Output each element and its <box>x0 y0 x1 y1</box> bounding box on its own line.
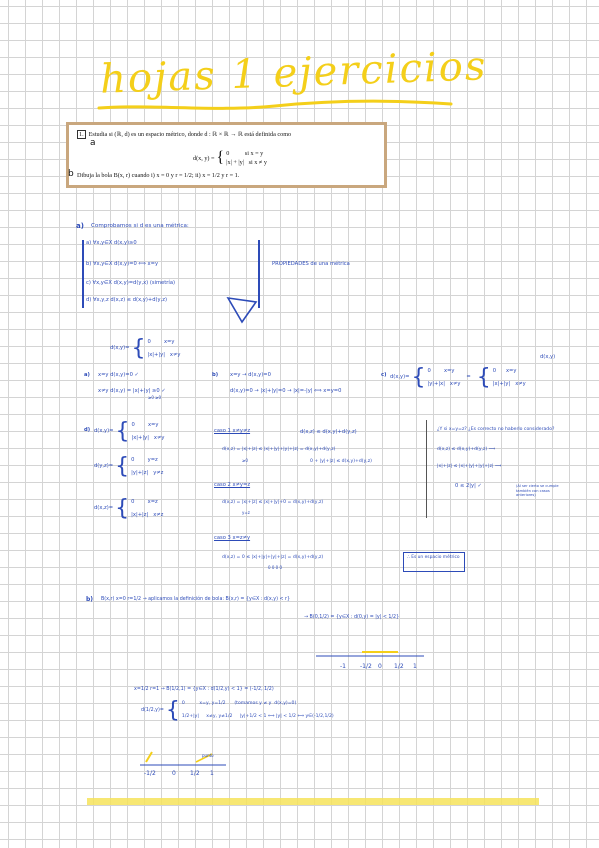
side-line-1: d(x,z) ≤ d(x,y)+d(y,z) ⟹ <box>437 447 496 452</box>
axis-2-note: punto <box>202 753 214 758</box>
statement-line-3: Dibuja la bola B(x, r) cuando i) x = 0 y r = 1/2; ii) x = 1/2 y r = 1. <box>77 172 240 179</box>
check-c-rhs-cases <box>493 369 526 387</box>
check-c-rhs-2: |x|+|y| x≠y <box>492 381 526 387</box>
part-a-label: a) <box>76 222 84 230</box>
title-underline <box>95 96 455 116</box>
check-c-label: c) <box>381 372 387 378</box>
triangle-sketch <box>222 294 262 324</box>
dxz-cases <box>131 500 163 518</box>
part-b-definition <box>141 700 334 722</box>
check-a-line-2: x≠y d(x,y) = |x|+|y| ≥0 ✓ <box>98 388 166 394</box>
dxy-case-1: 0 x=y <box>131 421 159 428</box>
def-brace: { <box>131 336 146 361</box>
axis-1-tick-half: 1/2 <box>394 663 404 670</box>
property-d: d) ∀x,y,z d(x,z) ≤ d(x,y)+d(y,z) <box>86 297 168 303</box>
side-title: ¿Y si x=y=z? ¿Es correcto no haberlo considerado? <box>437 427 555 432</box>
dxy-brace: { <box>115 419 130 444</box>
axis-1-tick-1: 1 <box>413 663 417 670</box>
caso-2-title: caso 2 x≠y=z <box>214 482 251 488</box>
check-c-expression <box>390 367 526 389</box>
property-c: c) ∀x,y∈X d(x,y)=d(y,x) (simetría) <box>86 280 176 286</box>
caso-1-line-1: d(x,z) ≤ d(x,y)+d(y,z) <box>300 429 357 435</box>
part-b-line-3: x=1/2 r=1 → B(1/2,1) = {y∈X : d(1/2,y) < 1} = (-1/2, 1/2) <box>134 687 274 692</box>
part-b-label: b) <box>86 596 94 603</box>
caso-2-line-1: d(x,z) = |x|+|z| ≤ |x|+|y|+0 = d(x,y)+d(y,z) <box>222 500 324 505</box>
def-cases <box>147 340 180 358</box>
axis-2-tick-zero: 0 <box>172 770 176 777</box>
definition-lhs: d(x, y) = <box>193 154 215 162</box>
caso-1-line-3: 0 + |y|+|z| ≤ d(x,y)+d(y,z) <box>310 459 372 464</box>
dxz-brace: { <box>115 496 130 521</box>
part-b-def-case-2: 1/2+|y| x≠y, y≠1/2 |y|+1/2 < 1 ⟺ |y| < 1/2 ⟺ y∈(-1/2,1/2) <box>181 714 334 719</box>
statement-line-1 <box>77 131 291 138</box>
axis-1-tick-neg-1: -1 <box>340 663 346 670</box>
check-c-case-2: |y|+|x| x≠y <box>427 381 461 387</box>
definition-case-1: 0 si x = y <box>226 150 264 157</box>
dyz-brace: { <box>115 454 130 479</box>
check-a-label: a) <box>84 372 90 378</box>
part-b-def-cases <box>182 702 334 719</box>
dxz-lhs: d(x,z)= <box>94 505 114 512</box>
bottom-highlight-bar <box>87 798 539 805</box>
side-line-2: |x|+|z| ≤ |x|+|y|+|y|+|z| ⟹ <box>437 464 502 469</box>
side-note: (Al ser cierto se cumple también con casos anteriores) <box>516 484 559 498</box>
side-divider <box>426 420 427 518</box>
number-line-2 <box>140 748 230 778</box>
problem-statement-box <box>66 122 387 188</box>
caso-1-sub: ≥0 <box>242 458 248 463</box>
dyz-lhs: d(y,z)= <box>94 463 114 470</box>
def-case-1: 0 x=y <box>147 338 175 345</box>
check-c-top-note: d(x,y) <box>540 354 556 360</box>
dxy-definition <box>94 421 164 443</box>
check-b-line-1: x=y → d(x,y)=0 <box>230 372 271 378</box>
problem-number: 1. <box>79 131 84 138</box>
definition-case-2: |x| + |y| si x ≠ y <box>226 159 267 166</box>
part-b-def-case-1: 0 x=y, y=1/2 (tomamos y ≠ y d(x,y)=0) <box>181 701 297 707</box>
check-c-brace-2: { <box>476 365 491 390</box>
def-case-2: |x|+|y| x≠y <box>147 352 181 358</box>
part-b-def-brace: { <box>165 698 180 723</box>
part-b-def-lhs: d(1/2,y)= <box>141 707 164 713</box>
dxz-case-2: |x|+|z| x≠z <box>131 512 164 518</box>
definition-cases <box>226 150 267 166</box>
property-b: b) ∀x,y∈X d(x,y)=0 ⟺ x=y <box>86 261 159 267</box>
axis-2-tick-1: 1 <box>210 770 214 777</box>
axis-2-tick-neg-half: -1/2 <box>144 770 156 777</box>
margin-mark-b: b <box>68 169 74 179</box>
dyz-case-2: |y|+|z| y≠z <box>131 470 164 476</box>
conclusion-box <box>403 552 465 572</box>
caso-1-line-2: d(x,z) = |x|+|z| ≤ |x|+|y|+|y|+|z| = d(x,y)+d(y,z) <box>222 447 336 452</box>
page-title: hojas 1 ejercicios <box>99 43 489 103</box>
check-b-line-2: d(x,y)=0 → |x|+|y|=0 → |x|=-|y| ⟺ x=y=0 <box>230 388 342 394</box>
axis-2-tick-half: 1/2 <box>190 770 200 777</box>
props-side-label: PROPIEDADES de una métrica <box>272 261 350 267</box>
def-lhs: d(x,y)= <box>110 345 130 352</box>
caso-3-title: caso 3 x=z≠y <box>214 535 251 541</box>
caso-1-title: caso 1 x≠y≠z <box>214 428 251 434</box>
part-a-definition <box>110 338 180 360</box>
dxy-cases <box>131 423 164 441</box>
dxy-case-2: |x|+|y| x≠y <box>131 435 165 441</box>
number-line-1 <box>316 648 426 674</box>
props-bracket <box>82 240 84 308</box>
metric-definition <box>193 149 267 167</box>
part-b-line-2: → B(0,1/2) = {y∈X : d(0,y) = |y| < 1/2} <box>304 615 400 620</box>
check-c-cases <box>427 369 460 387</box>
statement-text-1: Estudia si (ℝ, d) es un espacio métrico, donde d : ℝ × ℝ → ℝ está definida como <box>88 131 292 138</box>
check-c-equals: = <box>466 374 471 381</box>
dxz-case-1: 0 x=z <box>131 498 158 505</box>
check-a-sub: ≥0 ≥0 <box>148 395 162 400</box>
side-line-3: 0 ≤ 2|y| ✓ <box>455 483 482 489</box>
check-a-line-1: x=y d(x,y)=0 ✓ <box>98 372 139 378</box>
caso-3-sub: 0 0 0 0 <box>268 565 282 570</box>
part-a-intro: Comprobamos si d es una métrica: <box>91 223 189 229</box>
check-c-case-1: 0 x=y <box>427 367 455 374</box>
check-d-label: d) <box>84 427 91 433</box>
caso-2-sub: y=z <box>242 510 250 515</box>
definition-brace: { <box>216 149 225 166</box>
conclusion-text: ∴ Es un espacio métrico <box>407 555 460 560</box>
dyz-case-1: 0 y=z <box>131 456 158 463</box>
dyz-definition <box>94 456 163 478</box>
check-c-lhs: d(x,y)= <box>390 374 410 381</box>
dyz-cases <box>131 458 163 476</box>
part-b-line-1: B(x,r) x=0 r=1/2 → aplicamos la definición de bola: B(x,r) = {y∈X : d(x,y) < r} <box>101 597 291 602</box>
axis-1-tick-zero: 0 <box>378 663 382 670</box>
margin-mark-a: a <box>90 138 96 148</box>
dxy-lhs: d(x,y)= <box>94 428 114 435</box>
caso-3-line-1: d(x,z) = 0 ≤ |x|+|y|+|y|+|z| = d(x,y)+d(y,z) <box>222 555 324 560</box>
property-a: a) ∀x,y∈X d(x,y)≥0 <box>86 240 137 246</box>
axis-1-tick-neg-half: -1/2 <box>360 663 372 670</box>
check-c-brace: { <box>411 365 426 390</box>
dxz-definition <box>94 498 163 520</box>
check-c-rhs-1: 0 x=y <box>492 367 517 374</box>
check-b-label: b) <box>212 372 219 378</box>
